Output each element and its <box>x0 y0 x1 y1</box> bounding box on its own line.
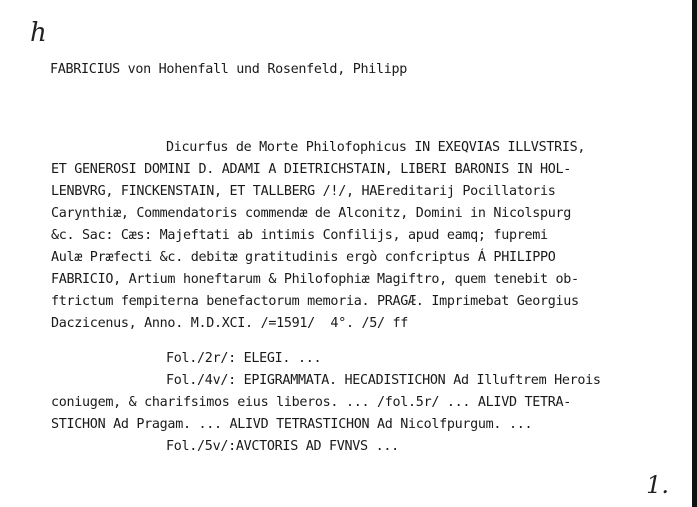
card-number: 1. <box>646 471 669 499</box>
contents-line: STICHON Ad Pragam. ... ALIVD TETRASTICHON Ad Nicolfpurgum. ... <box>51 417 533 432</box>
entry-line: FABRICIO, Artium honeftarum & Philofophiæ Magiftro, quem tenebit ob- <box>51 272 579 287</box>
entry-line: LENBVRG, FINCKENSTAIN, ET TALLBERG /!/, HAEreditarij Pocillatoris <box>51 184 556 199</box>
contents-line: Fol./2r/: ELEGI. ... <box>166 351 322 366</box>
entry-line: Daczicenus, Anno. M.D.XCI. /=1591/ 4°. /5/ ff <box>51 316 409 331</box>
entry-line: ET GENEROSI DOMINI D. ADAMI A DIETRICHSTAIN, LIBERI BARONIS IN HOL- <box>51 162 572 177</box>
entry-line: ftrictum fempiterna benefactorum memoria. PRAGÆ. Imprimebat Georgius <box>51 294 579 309</box>
right-border <box>692 0 697 507</box>
entry-line: Aulæ Præfecti &c. debitæ gratitudinis ergò confcriptus Á PHILIPPO <box>51 250 556 265</box>
entry-line: Dicurfus de Morte Philofophicus IN EXEQVIAS ILLVSTRIS, <box>166 140 586 155</box>
entry-line: Carynthiæ, Commendatoris commendæ de Alconitz, Domini in Nicolspurg <box>51 206 572 221</box>
handwritten-mark: h <box>30 18 47 48</box>
heading: FABRICIUS von Hohenfall und Rosenfeld, Philipp <box>50 62 408 77</box>
contents-line: coniugem, & charifsimos eius liberos. ... /fol.5r/ ... ALIVD TETRA- <box>51 395 572 410</box>
contents-line: Fol./4v/: EPIGRAMMATA. HECADISTICHON Ad Illuftrem Herois <box>166 373 601 388</box>
entry-line: &c. Sac: Cæs: Majeftati ab intimis Confilijs, apud eamq; fupremi <box>51 228 548 243</box>
contents-line: Fol./5v/:AVCTORIS AD FVNVS ... <box>166 439 399 454</box>
